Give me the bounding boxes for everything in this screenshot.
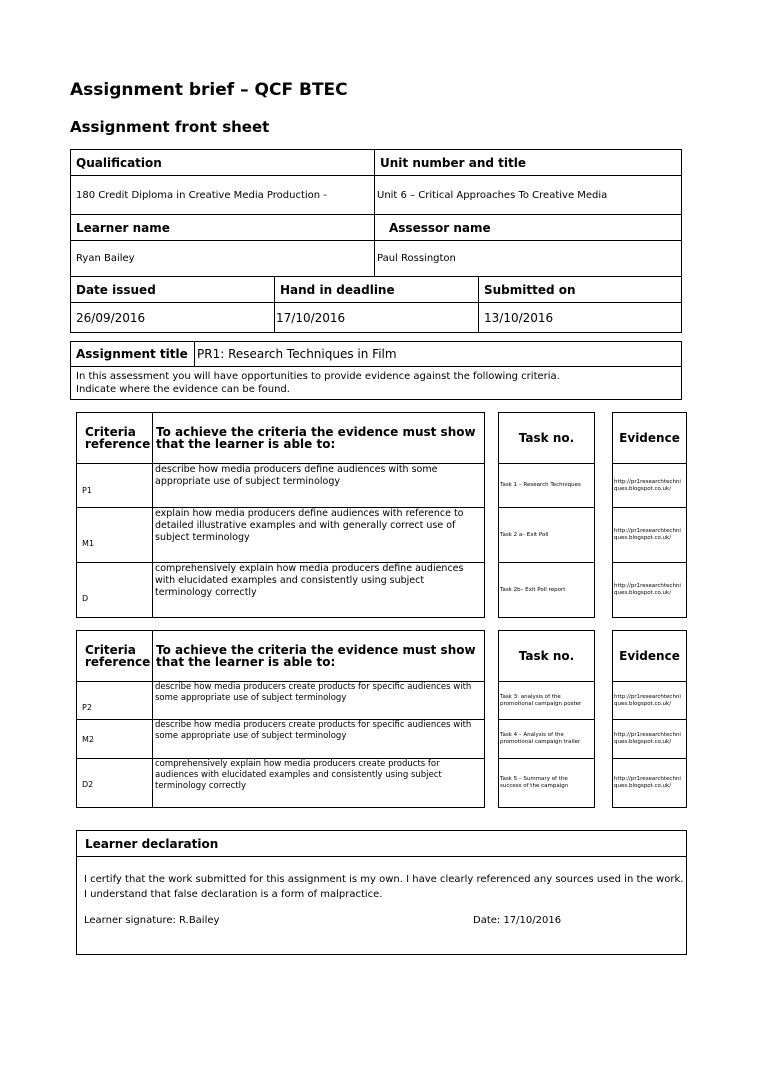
evidence-cell: http://pr1researchtechniques.blogspot.co.uk/ bbox=[612, 507, 687, 563]
page-title: Assignment brief – QCF BTEC bbox=[70, 80, 348, 100]
task-header: Task no. bbox=[498, 630, 595, 682]
assignment-intro bbox=[70, 366, 682, 400]
assessor-value: Paul Rossington bbox=[374, 240, 682, 277]
criteria-ref-cell: D2 bbox=[76, 758, 153, 808]
submitted-value: 13/10/2016 bbox=[478, 302, 682, 333]
criteria-ref-cell: M2 bbox=[76, 719, 153, 759]
declaration-date: Date: 17/10/2016 bbox=[473, 915, 562, 926]
task-cell: Task 2 a– Exit Poll bbox=[498, 507, 595, 563]
criteria-text-cell: describe how media producers define audiences with some appropriate use of subject terminology bbox=[152, 463, 485, 508]
criteria-text-cell: describe how media producers create products for specific audiences with some appropriate use of subject terminology bbox=[152, 681, 485, 720]
criteria-ref-cell: P2 bbox=[76, 681, 153, 720]
date-issued-label: Date issued bbox=[70, 276, 275, 303]
declaration-heading: Learner declaration bbox=[76, 830, 687, 857]
learner-signature: Learner signature: R.Bailey bbox=[84, 915, 220, 926]
evidence-header: Evidence bbox=[612, 630, 687, 682]
date-issued-value: 26/09/2016 bbox=[70, 302, 275, 333]
assessor-label: Assessor name bbox=[374, 214, 682, 241]
evidence-cell: http://pr1researchtechniques.blogspot.co.uk/ bbox=[612, 719, 687, 759]
task-cell: Task 4 – Analysis of the promotional campaign trailer bbox=[498, 719, 595, 759]
learner-label: Learner name bbox=[70, 214, 375, 241]
evidence-cell: http://pr1researchtechniques.blogspot.co.uk/ bbox=[612, 562, 687, 618]
criteria-text-cell: comprehensively explain how media producers create products for audiences with elucidated examples and consistently using subject terminology correctly bbox=[152, 758, 485, 808]
intro-line-1: In this assessment you will have opportunities to provide evidence against the following criteria. bbox=[76, 371, 560, 382]
criteria-ref-cell: D bbox=[76, 562, 153, 618]
unit-value: Unit 6 – Critical Approaches To Creative Media bbox=[374, 175, 682, 215]
evidence-cell: http://pr1researchtechniques.blogspot.co.uk/ bbox=[612, 681, 687, 720]
criteria-text-cell: describe how media producers create products for specific audiences with some appropriate use of subject terminology bbox=[152, 719, 485, 759]
criteria-ref-header: Criteria reference bbox=[76, 630, 153, 682]
evidence-cell: http://pr1researchtechniques.blogspot.co.uk/ bbox=[612, 463, 687, 508]
hand-in-value: 17/10/2016 bbox=[274, 302, 479, 333]
task-cell: Task 1 – Research Techniques bbox=[498, 463, 595, 508]
submitted-label: Submitted on bbox=[478, 276, 682, 303]
criteria-ref-cell: P1 bbox=[76, 463, 153, 508]
criteria-achieve-header: To achieve the criteria the evidence must show that the learner is able to: bbox=[152, 412, 485, 464]
unit-label: Unit number and title bbox=[374, 149, 682, 176]
learner-value: Ryan Bailey bbox=[70, 240, 375, 277]
criteria-text-cell: comprehensively explain how media producers define audiences with elucidated examples and consistently using subject terminology correctly bbox=[152, 562, 485, 618]
criteria-ref-cell: M1 bbox=[76, 507, 153, 563]
task-cell: Task 5 – Summary of the success of the campaign bbox=[498, 758, 595, 808]
criteria-achieve-header: To achieve the criteria the evidence must show that the learner is able to: bbox=[152, 630, 485, 682]
declaration-text: I certify that the work submitted for this assignment is my own. I have clearly referenced any sources used in the work. I understand that false declaration is a form of malpractice. bbox=[84, 874, 684, 900]
qualification-value: 180 Credit Diploma in Creative Media Production - bbox=[70, 175, 375, 215]
task-cell: Task 3: analysis of the promotional campaign poster bbox=[498, 681, 595, 720]
assignment-title-value: PR1: Research Techniques in Film bbox=[194, 341, 682, 367]
hand-in-label: Hand in deadline bbox=[274, 276, 479, 303]
qualification-label: Qualification bbox=[70, 149, 375, 176]
task-cell: Task 2b– Exit Poll report bbox=[498, 562, 595, 618]
assignment-title-label: Assignment title bbox=[70, 341, 195, 367]
criteria-ref-header: Criteria reference bbox=[76, 412, 153, 464]
task-header: Task no. bbox=[498, 412, 595, 464]
intro-line-2: Indicate where the evidence can be found. bbox=[76, 384, 290, 395]
page-subtitle: Assignment front sheet bbox=[70, 118, 270, 136]
evidence-cell: http://pr1researchtechniques.blogspot.co.uk/ bbox=[612, 758, 687, 808]
criteria-text-cell: explain how media producers define audiences with reference to detailed illustrative examples and with generally correct use of subject terminology bbox=[152, 507, 485, 563]
evidence-header: Evidence bbox=[612, 412, 687, 464]
